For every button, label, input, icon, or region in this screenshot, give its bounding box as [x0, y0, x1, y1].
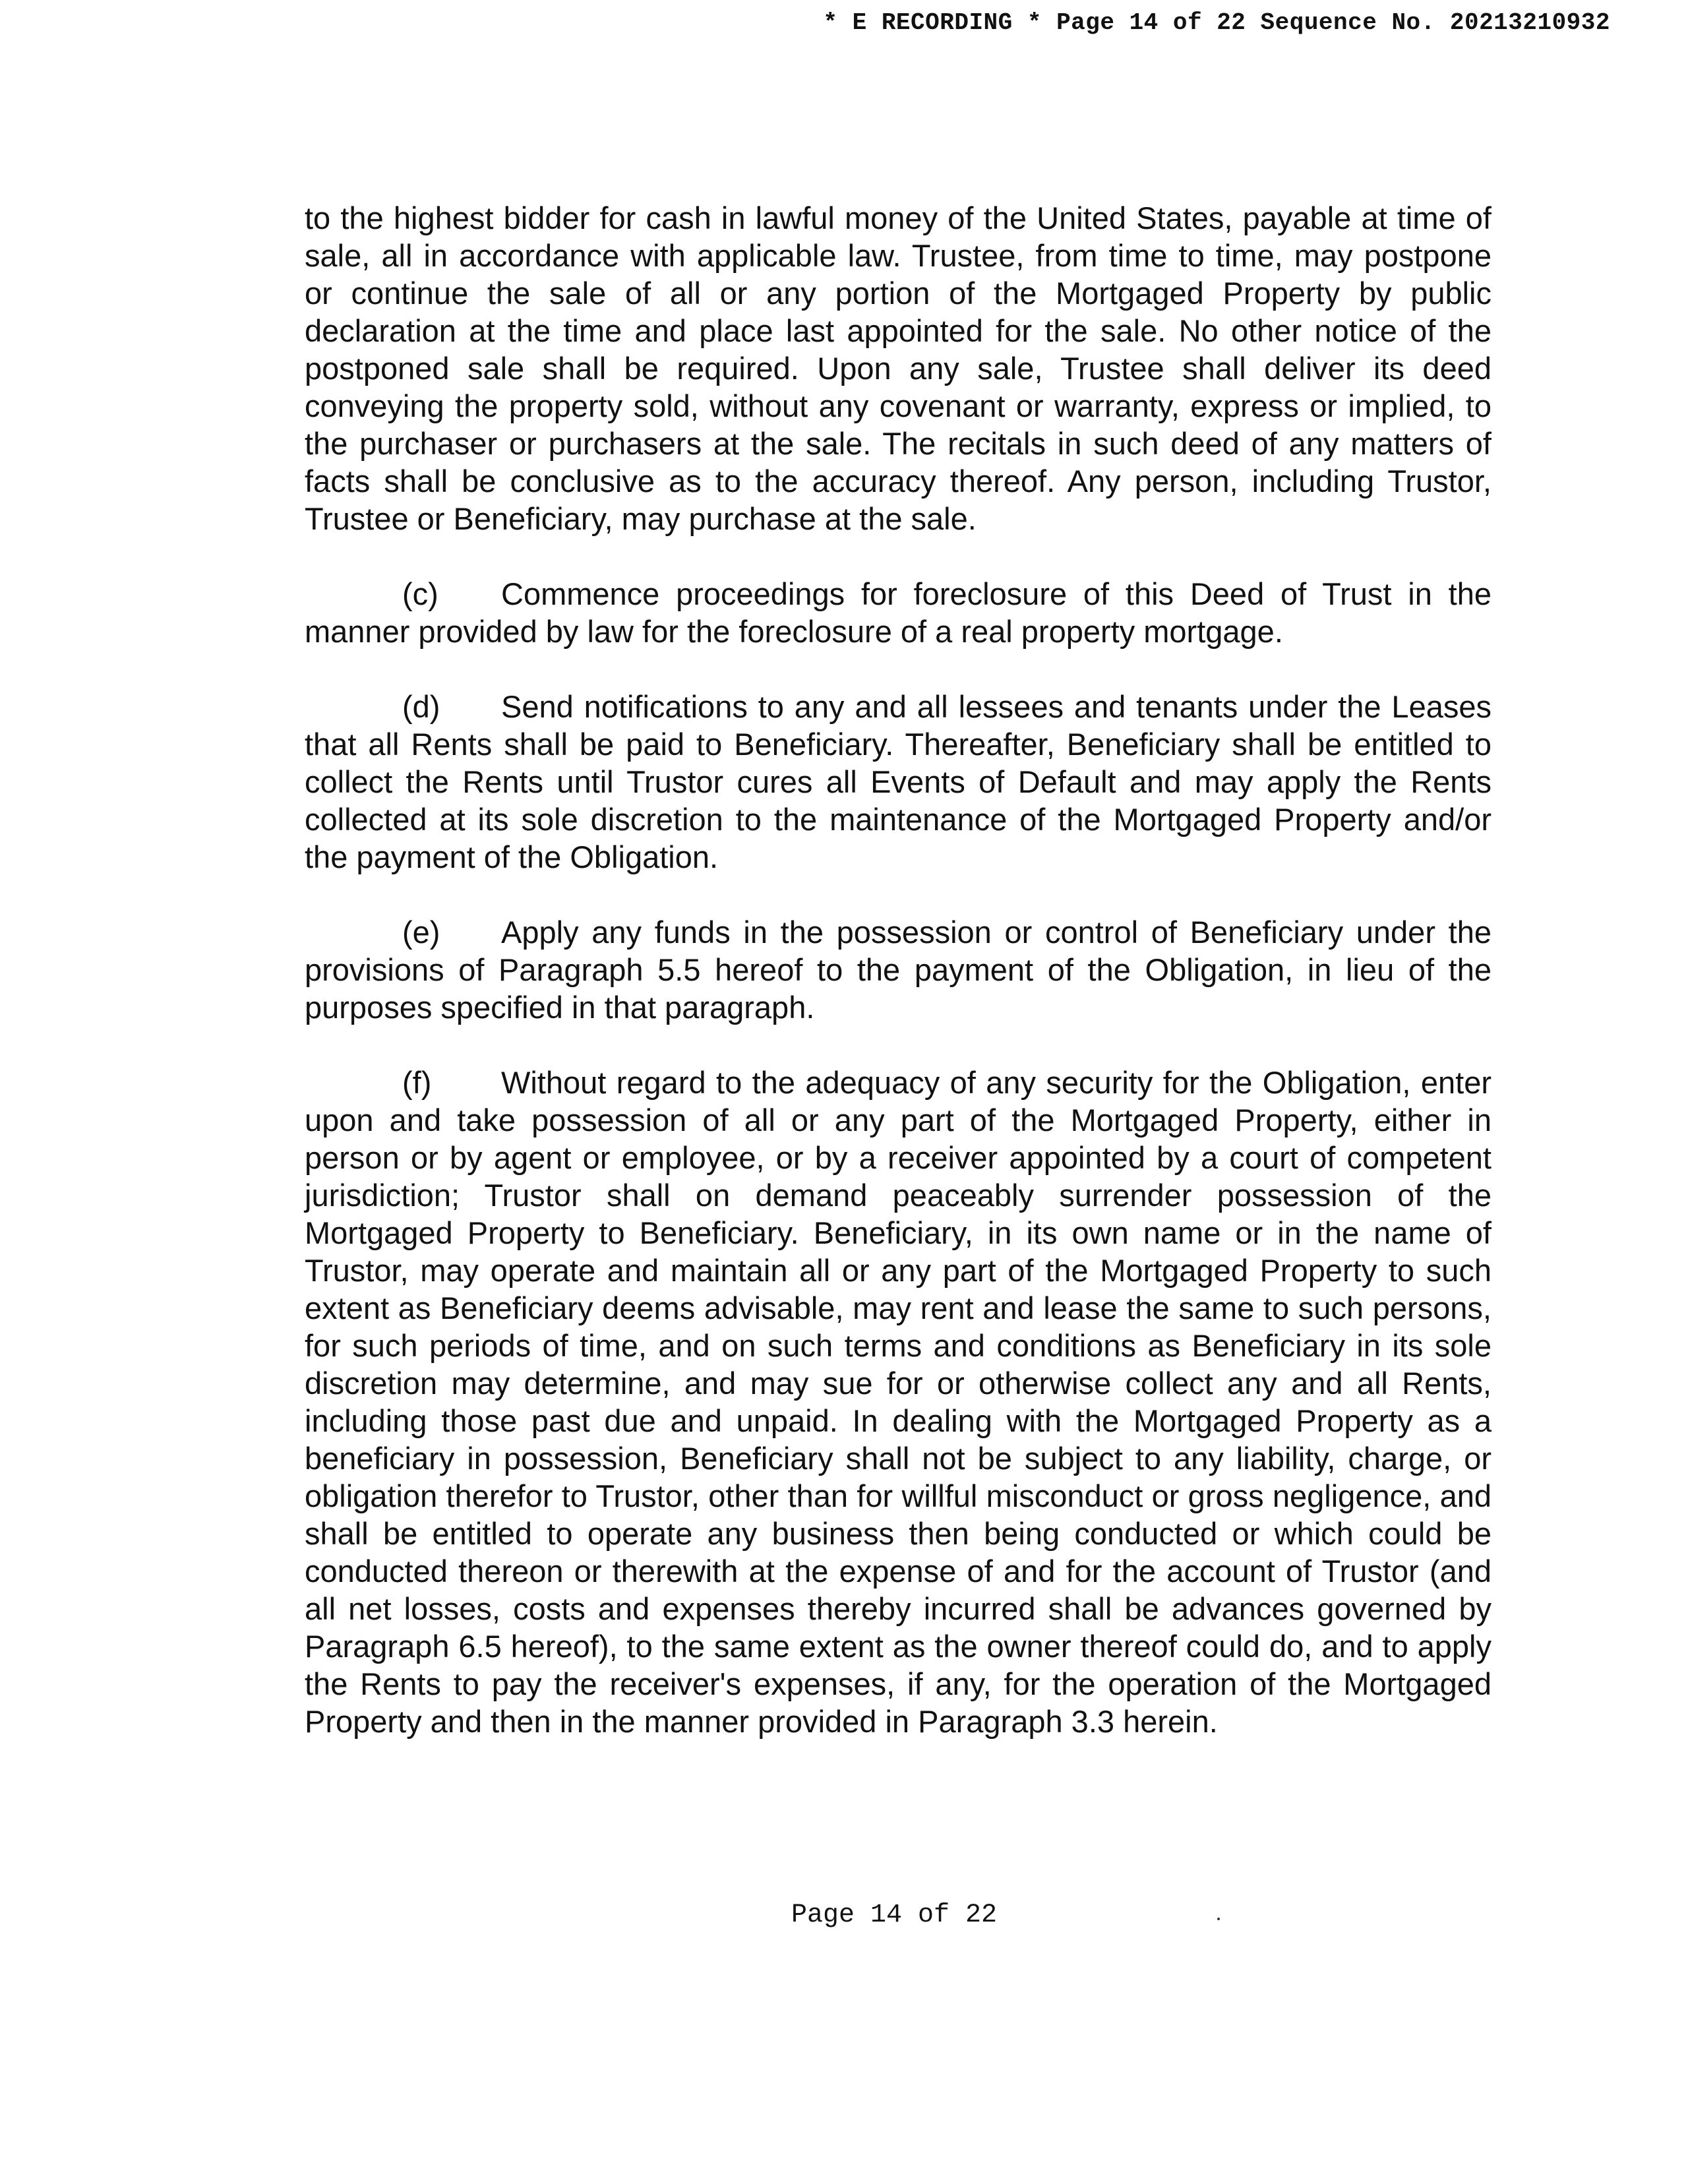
page-number-footer: Page 14 of 22 — [791, 1900, 998, 1930]
paragraph-d-label: (d) — [402, 689, 440, 724]
paragraph-e-text: Apply any funds in the possession or control of Beneficiary under the provisions of Paragraph 5.5 hereof to the payment of the Obligation, in lieu of the purposes specified in that paragraph. — [305, 915, 1492, 1025]
paragraph-d — [305, 688, 1492, 876]
paragraph-f-text: Without regard to the adequacy of any security for the Obligation, enter upon and take possession of all or any part of the Mortgaged Property, either in person or by agent or employee, or by a receiver appointed by a court of competent jurisdiction; Trustor shall on demand peaceably surrender possession of the Mortgaged Property to Beneficiary. Beneficiary, in its own name or in the name of Trustor, may operate and maintain all or any part of the Mortgaged Property to such extent as Beneficiary deems advisable, may rent and lease the same to such persons, for such periods of time, and on such terms and conditions as Beneficiary in its sole discretion may determine, and may sue for or otherwise collect any and all Rents, including those past due and unpaid. In dealing with the Mortgaged Property as a beneficiary in possession, Beneficiary shall not be subject to any liability, charge, or obligation therefor to Trustor, other than for willful misconduct or gross negligence, and shall be entitled to operate any business then being conducted or which could be conducted thereon or therewith at the expense of and for the account of Trustor (and all net losses, costs and expenses thereby incurred shall be advances governed by Paragraph 6.5 hereof), to the same extent as the owner thereof could do, and to apply the Rents to pay the receiver's expenses, if any, for the operation of the Mortgaged Property and then in the manner provided in Paragraph 3.3 herein. — [305, 1065, 1492, 1739]
paragraph-c-text: Commence proceedings for foreclosure of this Deed of Trust in the manner provided by law for the foreclosure of a real property mortgage. — [305, 576, 1492, 649]
scan-artifact-dot — [1217, 1918, 1220, 1920]
recording-header: * E RECORDING * Page 14 of 22 Sequence No. 20213210932 — [823, 9, 1610, 36]
continuation-paragraph: to the highest bidder for cash in lawful money of the United States, payable at time of sale, all in accordance with applicable law. Trustee, from time to time, may postpone or continue the sale of all or any portion of the Mortgaged Property by public declaration at the time and place last appointed for the sale. No other notice of the postponed sale shall be required. Upon any sale, Trustee shall deliver its deed conveying the property sold, without any covenant or warranty, express or implied, to the purchaser or purchasers at the sale. The recitals in such deed of any matters of facts shall be conclusive as to the accuracy thereof. Any person, including Trustor, Trustee or Beneficiary, may purchase at the sale. — [305, 200, 1492, 536]
paragraph-c — [305, 575, 1492, 650]
paragraph-c-label: (c) — [402, 576, 438, 611]
paragraph-f-label: (f) — [402, 1065, 432, 1100]
paragraph-d-text: Send notifications to any and all lessees and tenants under the Leases that all Rents shall be paid to Beneficiary. Thereafter, Beneficiary shall be entitled to collect the Rents until Trustor cures all Events of Default and may apply the Rents collected at its sole discretion to the maintenance of the Mortgaged Property and/or the payment of the Obligation. — [305, 689, 1492, 874]
paragraph-e-label: (e) — [402, 915, 440, 950]
paragraph-e — [305, 913, 1492, 1026]
document-body — [305, 199, 1492, 1778]
paragraph-f — [305, 1064, 1492, 1740]
